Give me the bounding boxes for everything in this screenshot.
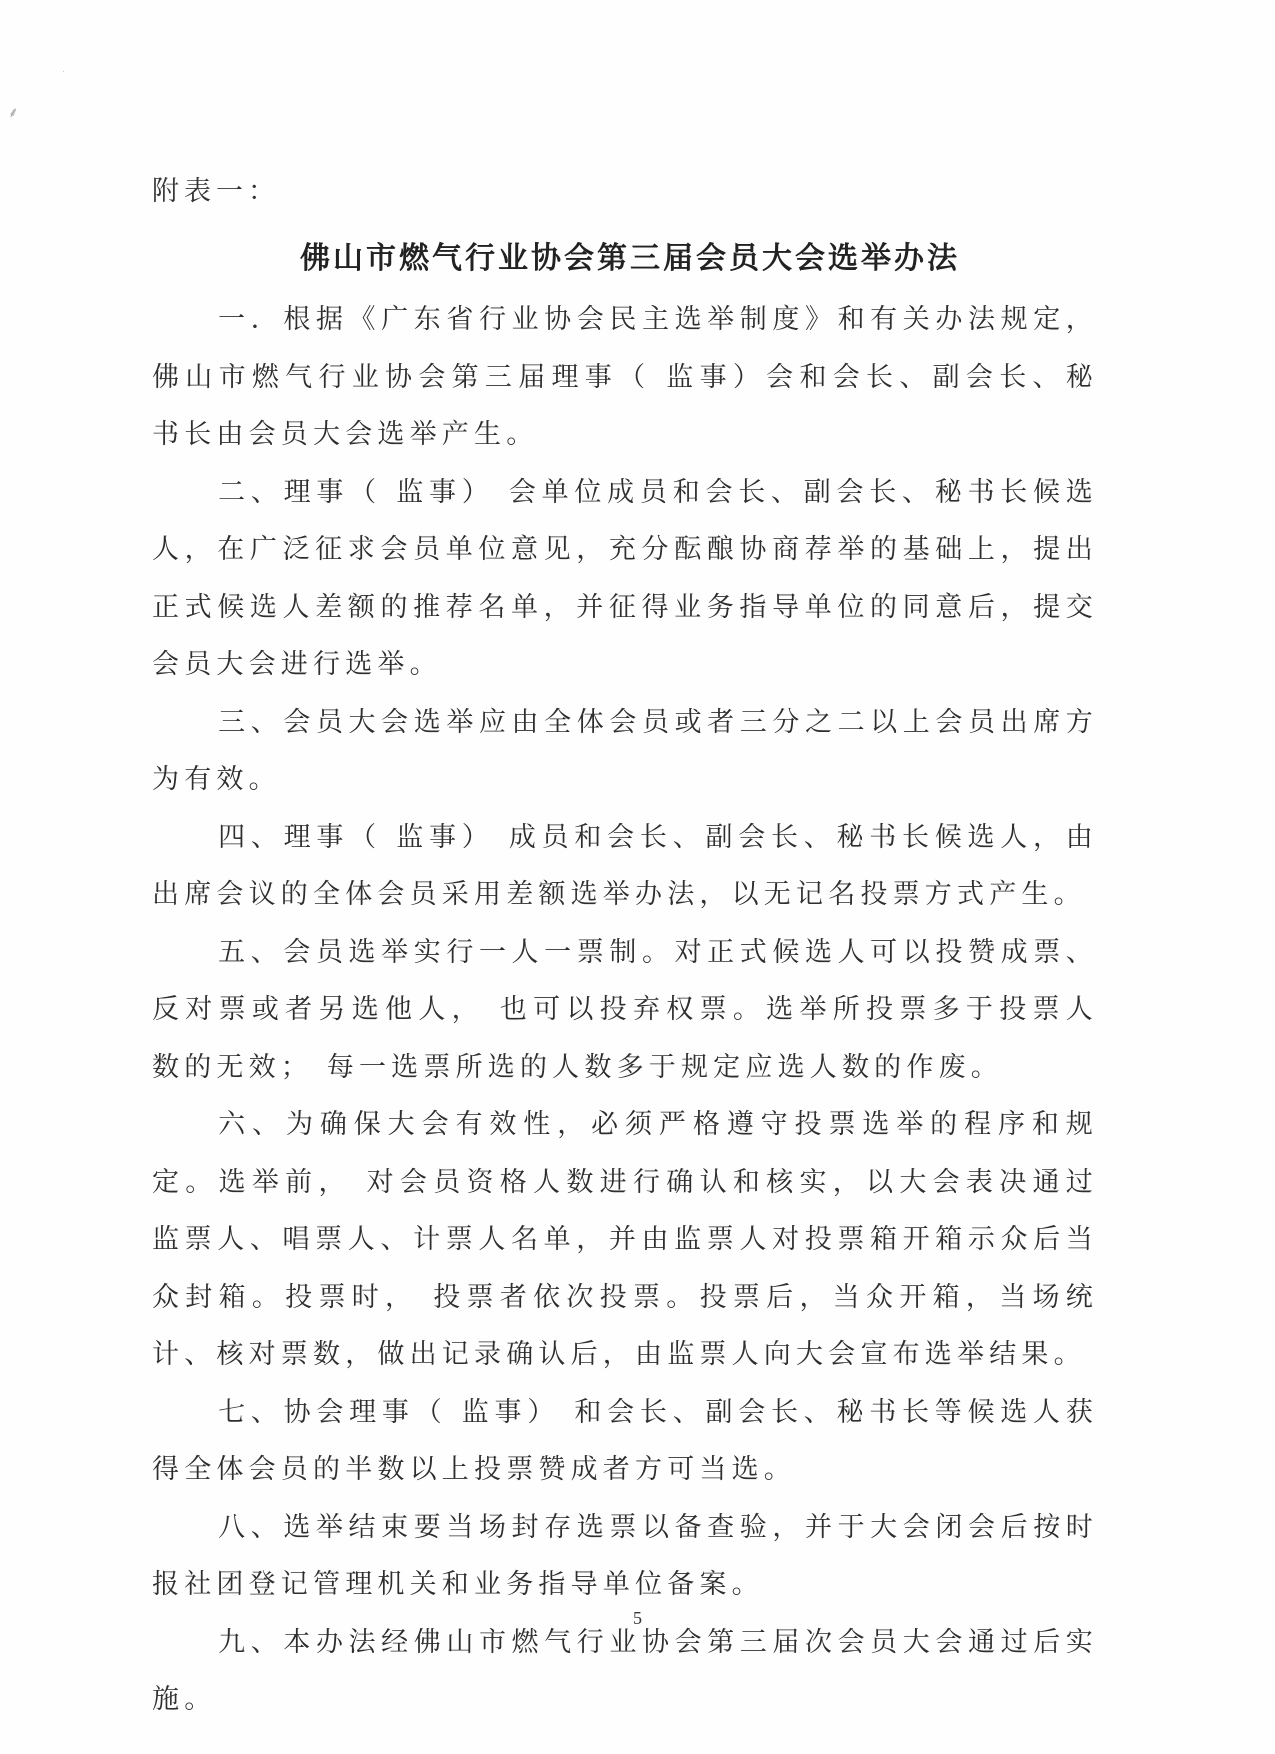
page-number: 5 — [633, 1608, 642, 1628]
paragraph-3: 三、会员大会选举应由全体会员或者三分之二以上会员出席方为有效。 — [152, 706, 1098, 795]
paragraph-7: 七、协会理事（ 监事） 和会长、副会长、秘书长等候选人获得全体会员的半数以上投票赞成者方可当选。 — [152, 1396, 1098, 1485]
scan-speck: · — [62, 67, 66, 78]
paragraph-6: 六、为确保大会有效性，必须严格遵守投票选举的程序和规定。选举前， 对会员资格人数进行确认和核实，以大会表决通过监票人、唱票人、计票人名单，并由监票人对投票箱开箱示众后当众封箱。投票时， 投票者依次投票。投票后，当众开箱，当场统计、核对票数，做出记录确认后，由监票人向大会宣布选举结果。 — [152, 1109, 1098, 1370]
scan-speck: ⸙ — [8, 105, 19, 121]
paragraph-9: 九、本办法经佛山市燃气行业协会第三届次会员大会通过后实施。 — [152, 1626, 1098, 1715]
paragraph-1: 一．根据《广东省行业协会民主选举制度》和有关办法规定，佛山市燃气行业协会第三届理事（ 监事）会和会长、副会长、秘书长由会员大会选举产生。 — [152, 304, 1098, 450]
paragraph-4: 四、理事（ 监事） 成员和会长、副会长、秘书长候选人，由出席会议的全体会员采用差额选举办法，以无记名投票方式产生。 — [152, 821, 1098, 910]
attachment-label: 附表一： — [152, 176, 280, 207]
paragraph-8: 八、选举结束要当场封存选票以备查验，并于大会闭会后按时报社团登记管理机关和业务指导单位备案。 — [152, 1511, 1098, 1600]
document-body — [152, 291, 1098, 1729]
document-title: 佛山市燃气行业协会第三届会员大会选举办法 — [300, 241, 960, 276]
paragraph-2: 二、理事（ 监事） 会单位成员和会长、副会长、秘书长候选人，在广泛征求会员单位意见，充分酝酿协商荐举的基础上，提出正式候选人差额的推荐名单，并征得业务指导单位的同意后，提交会员大会进行选举。 — [152, 476, 1098, 680]
paragraph-5: 五、会员选举实行一人一票制。对正式候选人可以投赞成票、反对票或者另选他人， 也可以投弃权票。选举所投票多于投票人数的无效； 每一选票所选的人数多于规定应选人数的作废。 — [152, 936, 1098, 1083]
